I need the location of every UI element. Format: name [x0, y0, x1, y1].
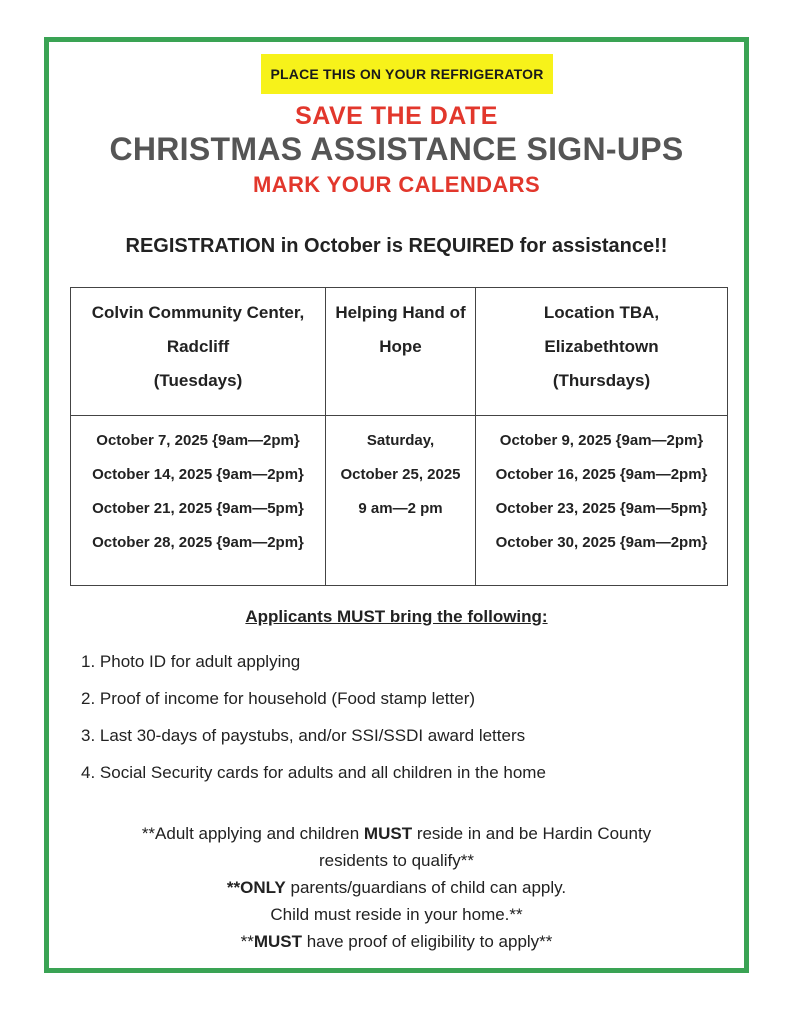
header-line: Helping Hand of	[335, 303, 466, 322]
dates-elizabethtown	[476, 416, 728, 586]
refrigerator-banner: PLACE THIS ON YOUR REFRIGERATOR	[261, 54, 553, 94]
note-emphasis: MUST	[253, 932, 302, 951]
location-header-radcliff	[71, 288, 326, 416]
location-header-elizabethtown	[476, 288, 728, 416]
note-emphasis: **ONLY	[226, 878, 286, 897]
date-entry: 9 am—2 pm	[358, 500, 443, 517]
date-entry: October 7, 2025 {9am—2pm}	[96, 432, 300, 449]
table-header-row	[71, 288, 728, 416]
date-entry: Saturday,	[366, 432, 435, 449]
header-line: (Thursdays)	[552, 371, 651, 390]
location-header-helping-hand	[326, 288, 476, 416]
date-entry: October 14, 2025 {9am—2pm}	[92, 466, 304, 483]
note-line-2: residents to qualify**	[319, 851, 474, 870]
list-item: 4. Social Security cards for adults and all children in the home	[81, 763, 546, 782]
note-line-1	[49, 820, 744, 847]
save-the-date-heading: SAVE THE DATE	[295, 102, 498, 130]
header-line: Location TBA,	[543, 303, 660, 322]
note-line-4: Child must reside in your home.**	[270, 905, 523, 924]
date-entry: October 16, 2025 {9am—2pm}	[495, 466, 708, 483]
header-line: Radcliff	[166, 337, 230, 356]
date-entry: October 30, 2025 {9am—2pm}	[495, 534, 708, 551]
dates-helping-hand	[326, 416, 476, 586]
note-text: parents/guardians of child can apply.	[285, 878, 567, 897]
date-entry: October 23, 2025 {9am—5pm}	[495, 500, 708, 517]
note-line-3	[49, 874, 744, 901]
date-entry: October 9, 2025 {9am—2pm}	[499, 432, 704, 449]
header-line: Colvin Community Center,	[91, 303, 305, 322]
date-entry: October 28, 2025 {9am—2pm}	[92, 534, 304, 551]
date-entry: October 25, 2025	[340, 466, 461, 483]
registration-notice: REGISTRATION in October is REQUIRED for assistance!!	[125, 235, 668, 257]
eligibility-notes	[49, 820, 744, 955]
header-line: Hope	[379, 337, 422, 356]
requirements-list	[81, 643, 546, 791]
mark-calendars-heading: MARK YOUR CALENDARS	[252, 172, 541, 197]
note-text: **Adult applying and children	[141, 824, 364, 843]
header-line: Elizabethtown	[544, 337, 659, 356]
note-text: **	[240, 932, 254, 951]
dates-radcliff	[71, 416, 326, 586]
page-title: CHRISTMAS ASSISTANCE SIGN-UPS	[109, 131, 684, 167]
table-dates-row	[71, 416, 728, 586]
note-line-5	[49, 928, 744, 955]
signup-schedule-table	[70, 287, 728, 586]
list-item: 1. Photo ID for adult applying	[81, 652, 301, 671]
list-item: 2. Proof of income for household (Food stamp letter)	[81, 689, 476, 708]
date-entry: October 21, 2025 {9am—5pm}	[92, 500, 304, 517]
note-text: reside in and be Hardin County	[412, 824, 652, 843]
list-item: 3. Last 30-days of paystubs, and/or SSI/SSDI award letters	[81, 726, 526, 745]
note-text: have proof of eligibility to apply**	[301, 932, 553, 951]
header-line: (Tuesdays)	[153, 371, 243, 390]
note-emphasis: MUST	[363, 824, 413, 843]
applicants-heading: Applicants MUST bring the following:	[245, 607, 548, 626]
flyer-frame	[44, 37, 749, 973]
